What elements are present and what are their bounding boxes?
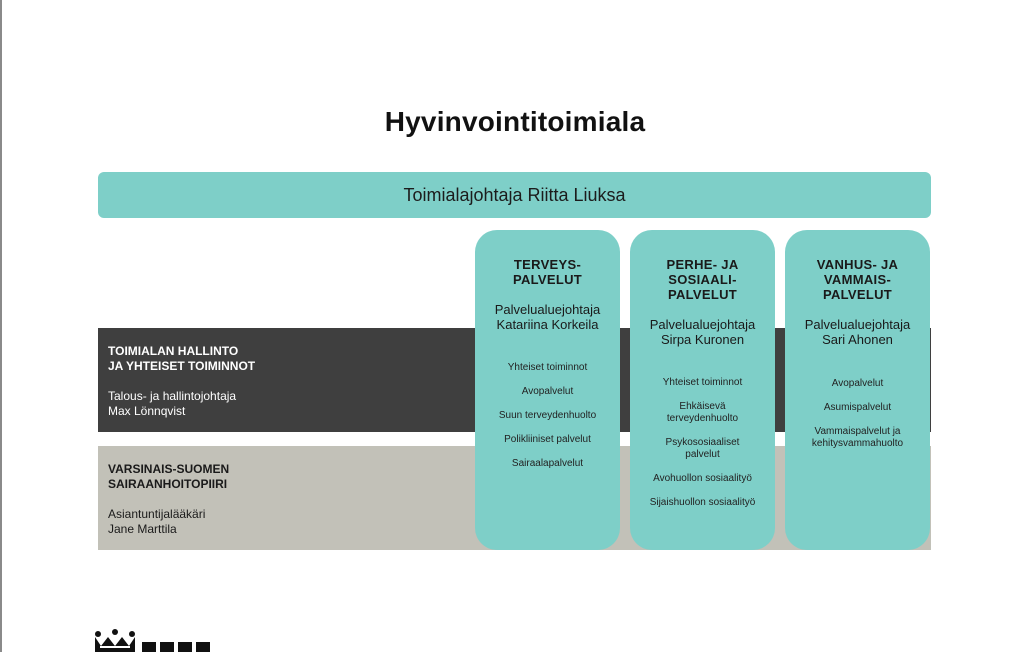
service-text: Avopalvelut (831, 378, 884, 389)
service-text: Asumispalvelut (823, 402, 892, 413)
service-text: Sijaishuollon sosiaalityö (649, 497, 756, 508)
column-title-line: PERHE- JA (666, 257, 739, 272)
column-title-line: PALVELUT (822, 287, 893, 302)
service-item (479, 386, 616, 398)
column-lead (475, 302, 620, 332)
page-left-border (0, 0, 2, 652)
admin-person-name: Max Lönnqvist (108, 404, 186, 418)
director-bar (98, 172, 931, 218)
hospital-heading-line: VARSINAIS-SUOMEN (108, 462, 230, 476)
column-title-line: PALVELUT (512, 272, 583, 287)
page-title: Hyvinvointitoimiala (384, 106, 646, 137)
column-perhe-ja-sosiaalipalvelut (630, 230, 775, 550)
service-text: Avopalvelut (521, 386, 574, 397)
column-terveyspalvelut (475, 230, 620, 550)
service-text: Polikliiniset palvelut (504, 434, 591, 445)
hospital-band-person (108, 507, 205, 537)
hospital-heading-line: SAIRAANHOITOPIIRI (108, 477, 228, 491)
service-text: palvelut (685, 449, 720, 460)
service-text: Psykososiaaliset (665, 437, 740, 448)
column-lead (785, 317, 930, 347)
column-title-line: VANHUS- JA (816, 257, 899, 272)
column-lead-name: Sari Ahonen (822, 332, 893, 347)
service-text: Avohuollon sosiaalityö (653, 473, 752, 484)
column-lead-role: Palvelualuejohtaja (649, 317, 756, 332)
column-title-line: PALVELUT (667, 287, 738, 302)
hospital-band-heading (108, 462, 229, 492)
admin-band-person (108, 389, 236, 419)
service-text: terveydenhuolto (666, 413, 739, 424)
column-lead-name: Katariina Korkeila (496, 317, 599, 332)
service-item (634, 401, 771, 425)
service-item (479, 362, 616, 374)
column-title (475, 257, 620, 287)
column-title (785, 257, 930, 302)
service-item (789, 378, 926, 390)
service-item (479, 434, 616, 446)
service-text: Yhteiset toiminnot (662, 377, 743, 388)
column-title (630, 257, 775, 302)
admin-person-role: Talous- ja hallintojohtaja (108, 389, 237, 403)
column-vanhus-ja-vammaispalvelut (785, 230, 930, 550)
service-text: Vammaispalvelut ja (814, 426, 901, 437)
hospital-person-role: Asiantuntijalääkäri (108, 507, 206, 521)
service-text: Sairaalapalvelut (511, 458, 584, 469)
column-lead-role: Palvelualuejohtaja (494, 302, 601, 317)
hospital-person-name: Jane Marttila (108, 522, 177, 536)
column-lead-name: Sirpa Kuronen (660, 332, 745, 347)
admin-band-heading (108, 344, 255, 374)
service-item (479, 458, 616, 470)
director-label: Toimialajohtaja Riitta Liuksa (403, 184, 626, 205)
column-title-line: TERVEYS- (513, 257, 582, 272)
column-title-line: SOSIAALI- (668, 272, 737, 287)
service-text: Suun terveydenhuolto (498, 410, 597, 421)
service-item (789, 426, 926, 450)
service-item (634, 377, 771, 389)
service-item (634, 437, 771, 461)
admin-heading-line: JA YHTEISET TOIMINNOT (108, 359, 256, 373)
admin-heading-line: TOIMIALAN HALLINTO (108, 344, 239, 358)
service-text: Ehkäisevä (679, 401, 726, 412)
column-title-line: VAMMAIS- (823, 272, 892, 287)
service-item (634, 497, 771, 509)
service-item (634, 473, 771, 485)
service-text: Yhteiset toiminnot (507, 362, 588, 373)
service-text: kehitysvammahuolto (811, 438, 904, 449)
column-lead-role: Palvelualuejohtaja (804, 317, 911, 332)
service-item (789, 402, 926, 414)
crown-icon (92, 628, 232, 652)
service-item (479, 410, 616, 422)
column-lead (630, 317, 775, 347)
